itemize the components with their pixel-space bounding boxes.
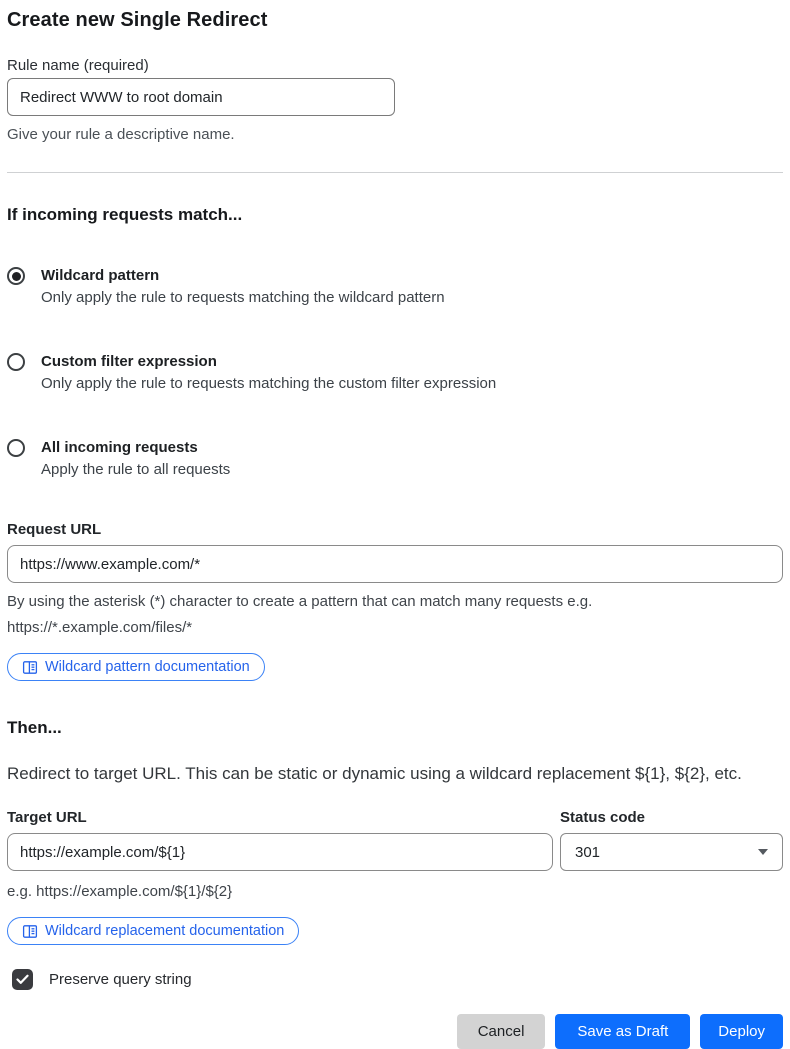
target-row xyxy=(7,807,783,871)
then-section-heading: Then... xyxy=(7,718,62,737)
rule-name-input[interactable] xyxy=(7,78,395,116)
radio-icon[interactable] xyxy=(7,439,25,457)
request-url-helper-line1: By using the asterisk (*) character to create a pattern that can match many requests e.g. xyxy=(7,593,593,610)
rule-name-helper: Give your rule a descriptive name. xyxy=(7,126,235,143)
request-url-helper-line2: https://*.example.com/files/* xyxy=(7,619,193,636)
chevron-down-icon xyxy=(758,849,768,855)
rule-name-label: Rule name (required) xyxy=(7,57,149,74)
radio-option-all-requests[interactable] xyxy=(7,437,783,481)
radio-option-description: Only apply the rule to requests matching the wildcard pattern xyxy=(41,289,445,306)
status-code-label: Status code xyxy=(560,809,646,826)
radio-icon[interactable] xyxy=(7,267,25,285)
doc-button-label: Wildcard replacement documentation xyxy=(45,923,285,939)
wildcard-replacement-docs-button[interactable] xyxy=(7,917,299,945)
radio-option-description: Only apply the rule to requests matching the custom filter expression xyxy=(41,375,497,392)
request-url-label: Request URL xyxy=(7,521,102,538)
target-url-label: Target URL xyxy=(7,809,87,826)
book-icon xyxy=(22,660,38,675)
preserve-query-checkbox[interactable] xyxy=(12,969,33,990)
then-section-description: Redirect to target URL. This can be static or dynamic using a wildcard replacement ${1}, ${2}, etc. xyxy=(7,764,742,783)
wildcard-pattern-docs-button[interactable] xyxy=(7,653,265,681)
save-as-draft-button[interactable]: Save as Draft xyxy=(555,1014,690,1049)
match-type-radio-group xyxy=(7,265,783,481)
page-title: Create new Single Redirect xyxy=(7,9,268,31)
status-code-value: 301 xyxy=(575,843,601,861)
footer-actions xyxy=(7,1014,783,1049)
preserve-query-row[interactable] xyxy=(12,969,783,990)
radio-option-label: Custom filter expression xyxy=(41,353,217,370)
match-section-heading: If incoming requests match... xyxy=(7,205,243,224)
radio-icon[interactable] xyxy=(7,353,25,371)
section-divider xyxy=(7,172,783,173)
radio-option-label: Wildcard pattern xyxy=(41,267,160,284)
radio-option-wildcard-pattern[interactable] xyxy=(7,265,783,309)
target-url-helper: e.g. https://example.com/${1}/${2} xyxy=(7,883,233,900)
request-url-helper xyxy=(7,589,783,641)
radio-option-custom-filter[interactable] xyxy=(7,351,783,395)
target-url-input[interactable] xyxy=(7,833,553,871)
book-icon xyxy=(22,924,38,939)
request-url-input[interactable] xyxy=(7,545,783,583)
preserve-query-label: Preserve query string xyxy=(49,971,192,988)
radio-option-label: All incoming requests xyxy=(41,439,198,456)
status-code-select[interactable] xyxy=(560,833,783,871)
cancel-button[interactable]: Cancel xyxy=(457,1014,546,1049)
radio-option-description: Apply the rule to all requests xyxy=(41,461,231,478)
doc-button-label: Wildcard pattern documentation xyxy=(45,659,250,675)
deploy-button[interactable]: Deploy xyxy=(700,1014,783,1049)
